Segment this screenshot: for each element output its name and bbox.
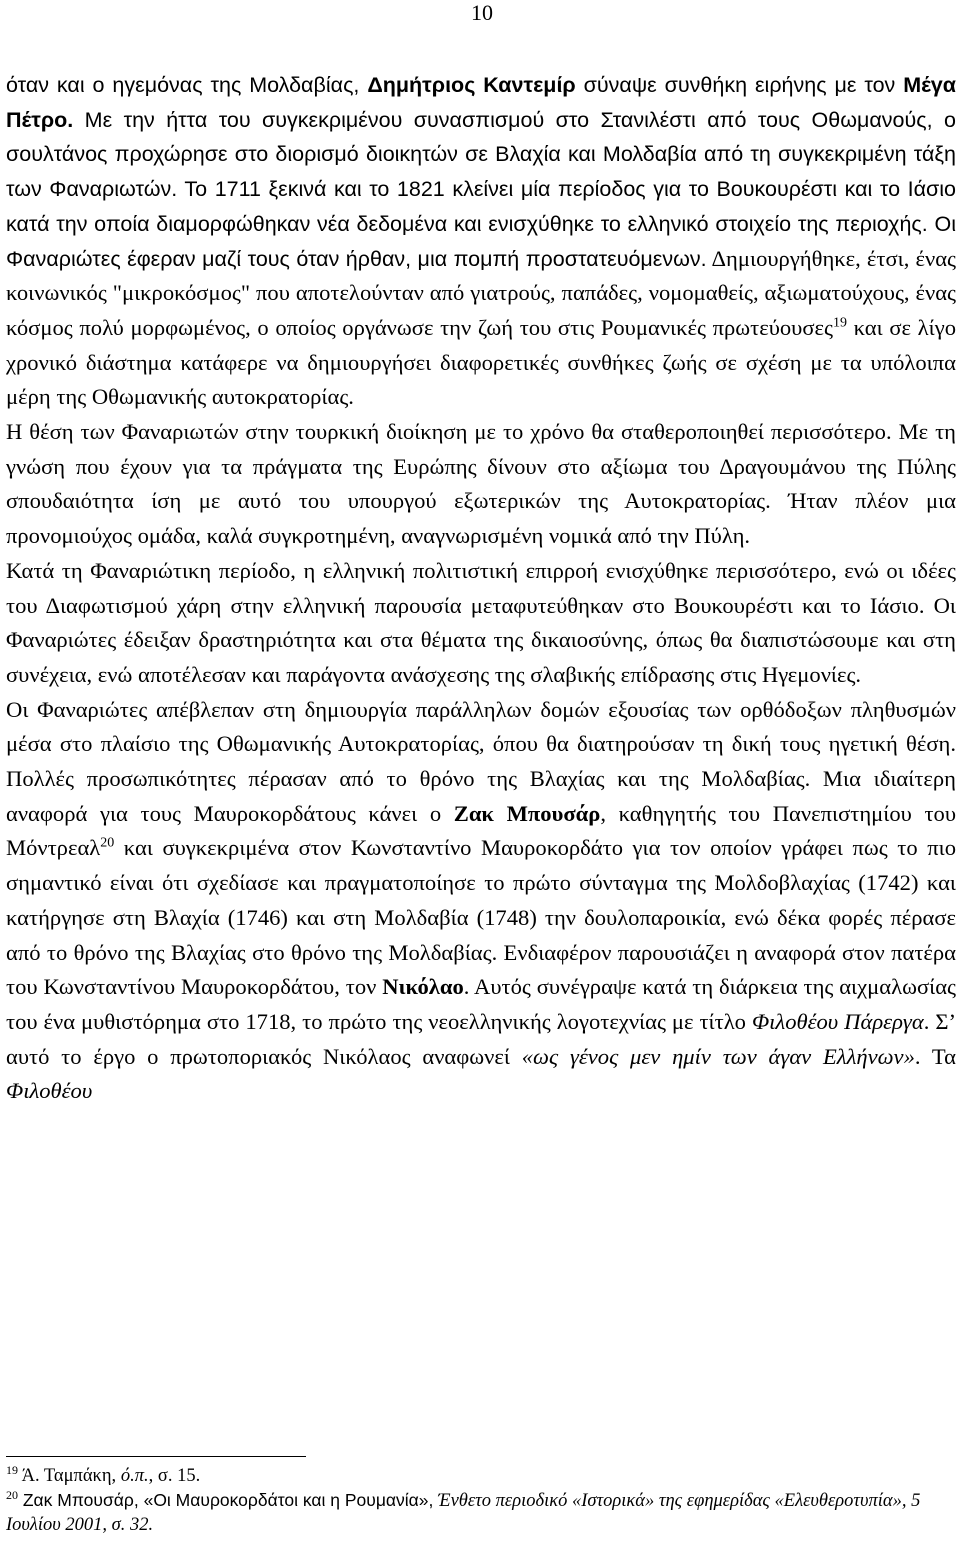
footnote-ref-20: 20 [100,835,115,851]
text-run: και συγκεκριμένα στον Κωνσταντίνο Μαυροκορδάτο για τον οποίον γράφει πως το πιο σημαντικό είναι ότι σχεδίασε και πραγματοποίησε το πρώτο σύνταγμα της Μολδοβλαχίας (1742) και κατήργησε στη Βλαχία (1746) και στη Μολδαβία (1748) την δουλοπαροικία, ενώ δέκα φορές πέρασε από το θρόνο της Βλαχίας στο θρόνο της Μολδαβίας. Ενδιαφέρον παρουσιάζει η αναφορά στον πατέρα του Κωνσταντίνου Μαυροκορδάτου, τον [6,835,956,1000]
footnote-19 [6,1464,956,1488]
title-filotheou: Φιλοθέου [6,1078,93,1104]
footnote-text: ό.π. [120,1466,149,1486]
footnote-separator [6,1456,306,1457]
footnote-text: Ένθετο περιοδικό «Ιστορικά» της εφημερίδας «Ελευθεροτυπία», 5 Ιουλίου 2001, σ. 32. [6,1491,921,1535]
paragraph-4 [6,693,956,1109]
name-megas-petros: Μέγα Πέτρο. [6,73,956,132]
paragraph-1 [6,68,956,415]
title-filotheou-parerga: Φιλοθέου Πάρεργα [751,1008,924,1034]
text-run: Με τη γνώση που έχουν για τα πράγματα της Ευρώπης δίνουν στο αξίωμα του Δραγουμάνου της Πύλης σπουδαιότητα ίση με αυτό του υπουργού εξωτερικών της Αυτοκρατορίας. Ήταν πλέον μια προνομιούχος ομάδα, καλά συγκροτημένη, αναγνωρισμένη νομικά από την Πύλη. [6,419,957,549]
body-text [6,68,956,1109]
page-number: 10 [471,0,493,25]
name-nikolaos: Νικόλαο [382,974,464,1000]
text-run: Η θέση των Φαναριωτών στην τουρκική διοίκηση με το χρόνο θα σταθεροποιηθεί περισσότερο. [6,419,892,445]
name-dimitrios-kantemir: Δημήτριος Καντεμίρ [367,73,576,97]
footnote-number: 20 [6,1487,18,1502]
footnote-text: , σ. 15. [148,1466,201,1486]
text-run: και σε λίγο χρονικό διάστημα κατάφερε να δημιουργήσει διαφορετικές συνθήκες ζωής σε σχέση με τα υπόλοιπα μέρη της Οθωμανικής αυτοκρατορίας. [6,314,956,410]
text-run: Οι Φαναριώτες απέβλεπαν στη δημιουργία παράλληλων δομών εξουσίας των ορθόδοξων πληθυσμών μέσα στο πλαίσιο της Οθωμανικής Αυτοκρατορίας, όπου θα διατηρούσαν τη δική τους ηγετική θέση. [6,696,956,757]
footnote-text: Ζακ Μπουσάρ, «Οι Μαυροκορδάτοι και η Ρουμανία», [18,1490,434,1510]
quote: «ως γένος μεν ημίν των άγαν Ελλήνων» [521,1043,915,1069]
text-run: . Αυτός συνέγραψε κατά τη διάρκεια της αιχμαλωσίας του ένα μυθιστόρημα στο 1718, το πρώτο της νεοελληνικής λογοτεχνίας με τίτλο [6,974,956,1034]
text-run: , καθηγητής του Πανεπιστημίου του Μόντρεαλ [6,800,957,861]
text-run: Με την ήττα του συγκεκριμένου συνασπισμού στο Στανιλέστι από τους Οθωμανούς, ο σουλτάνος προχώρησε στο διορισμό διοικητών σε Βλαχία και Μολδαβία από τη συγκεκριμένη τάξη των Φαναριωτών. Το 1711 ξεκινά και το 1821 κλείνει μία περίοδος για το Βουκουρέστι και το Ιάσιο κατά την οποία διαμορφώθηκαν νέα δεδομένα και ενισχύθηκε το ελληνικό στοιχείο της περιοχής. Οι Φαναριώτες έφεραν μαζί τους όταν ήρθαν, μια πομπή προστατευόμενων. [6,107,956,271]
footnote-text: Ά. Ταμπάκη, [18,1466,121,1486]
text-run: Πολλές προσωπικότητες πέρασαν από το θρόνο της Βλαχίας και της Μολδαβίας. Μια ιδιαίτερη αναφορά για τους Μαυροκορδάτους κάνει ο [6,766,956,826]
footnotes [6,1464,956,1537]
footnote-20 [6,1488,956,1537]
text-run: Κατά τη Φαναριώτικη περίοδο, η ελληνική πολιτιστική επιρροή ενισχύθηκε περισσότερο, ενώ οι ιδέες του Διαφωτισμού χάρη στην ελληνική παρουσία μεταφυτεύθηκαν στο Βουκουρέστι και το Ιάσιο. Οι Φαναριώτες έδειξαν δραστηριότητα και στα θέματα της δικαιοσύνης, όπως θα διαπιστώσουμε και στη συνέχεια, ενώ αποτέλεσαν και παράγοντα ανάσχεσης της σλαβικής επίδρασης στις Ηγεμονίες. [6,557,956,687]
paragraph-3 [6,554,956,693]
text-run: . Σ’ αυτό το έργο ο πρωτοποριακός Νικόλαος αναφωνεί [6,1008,957,1069]
name-zak-bousar: Ζακ Μπουσάρ [453,800,601,826]
text-run: Δημιουργήθηκε, έτσι, ένας κοινωνικός "μικροκόσμος" που αποτελούνταν από γιατρούς, παπάδες, νομομαθείς, αξιωματούχους, ένας κόσμος πολύ μορφωμένος, ο οποίος οργάνωσε την ζωή του στις Ρουμανικές πρωτεύουσες [6,245,956,340]
text-run: όταν και ο ηγεμόνας της Μολδαβίας, [6,73,368,97]
text-run: σύναψε συνθήκη ειρήνης με τον [575,73,904,97]
paragraph-2 [6,415,956,554]
footnote-number: 19 [6,1462,18,1477]
footnote-ref-19: 19 [832,315,847,331]
text-run: . Τα [914,1043,956,1069]
